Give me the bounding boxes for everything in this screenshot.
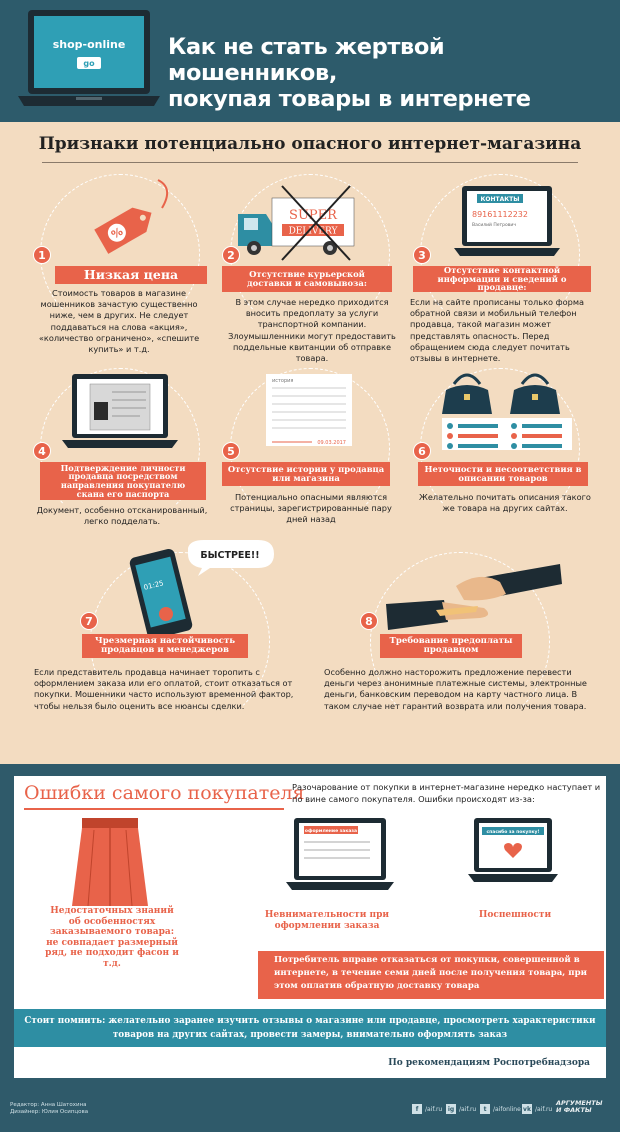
order-title: оформление заказа (304, 829, 358, 834)
card-desc: Потенциально опасными являются страницы, зарегистрированные пару дней назад (230, 492, 392, 525)
vk-icon: vk (523, 1105, 531, 1113)
page-title (168, 34, 618, 112)
laptop-order-icon (284, 816, 396, 894)
mistake-caption: Невнимательности при оформлении заказа (264, 910, 390, 931)
mistakes-title: Ошибки самого покупателя (24, 782, 305, 804)
social-handle: /aif.ru (459, 1105, 477, 1113)
social-handle: /aif.ru (425, 1105, 443, 1113)
contacts-title: КОНТАКТЫ (480, 196, 520, 203)
social-facebook[interactable] (412, 1104, 442, 1114)
thanks-title: спасибо за покупку! (486, 830, 540, 835)
social-vk[interactable] (522, 1104, 552, 1114)
twitter-icon: t (480, 1104, 490, 1114)
section-subtitle: Признаки потенциально опасного интернет-магазина (38, 134, 582, 154)
card-label: Чрезмерная настойчивость продавцов и менеджеров (82, 634, 248, 658)
laptop-go: go (83, 59, 95, 68)
history-document-icon (262, 370, 358, 450)
note-box: Потребитель вправе отказаться от покупки, совершенной в интернете, в течение семи дней после получения товара, при этом оплатив обратную доставку товара (258, 951, 604, 999)
facebook-icon: f (412, 1104, 422, 1114)
mistakes-section (14, 776, 606, 1078)
social-twitter[interactable] (480, 1104, 521, 1114)
mistakes-title-underline (24, 808, 284, 810)
card-label: Отсутствие курьерской доставки и самовывоза: (222, 266, 392, 292)
laptop-contacts-icon (452, 184, 562, 260)
card-number: 7 (80, 612, 98, 630)
card-number: 4 (33, 442, 51, 460)
instagram-icon: ig (447, 1105, 455, 1113)
mistake-caption: Недостаточных знаний об особенностях заказываемого товара: не совпадает размерный ряд, не подходит фасон и т.д. (45, 906, 179, 969)
credits (10, 1102, 88, 1116)
reminder-box: Стоит помнить: желательно заранее изучить отзывы о магазине или продавце, просмотреть характеристики товаров на других сайтах, провести замеры, внимательно оформлять заказ (14, 1009, 606, 1047)
designer-credit: Дизайнер: Юлия Осипцова (10, 1109, 89, 1115)
source-note: По рекомендациям Роспотребнадзора (388, 1058, 590, 1068)
mistake-caption: Поспешности (478, 910, 552, 920)
contacts-person: Василий Петрович (472, 223, 517, 228)
laptop-thanks-icon (466, 816, 560, 886)
section-gap (0, 764, 620, 776)
price-tag-icon (78, 174, 178, 254)
laptop-passport-icon (60, 372, 180, 452)
brand-logo (556, 1100, 602, 1114)
handbags-icon (440, 370, 580, 456)
card-desc: Стоимость товаров в магазине мошенников зачастую существенно ниже, чем в других. Не следует поддаваться на слова «акция», «количество ограничено», «спешите купить» и т.д. (38, 288, 200, 355)
skirt-icon (70, 816, 150, 908)
doc-date: 09.03.2017 (317, 440, 346, 446)
card-label: Отсутствие истории у продавца или магазина (222, 462, 390, 486)
phone-time: 01:25 (142, 579, 165, 592)
card-desc: Если представитель продавца начинает торопить с оформлением заказа или его оплатой, стоит отказаться от покупки. Мошенники часто используют временной фактор, чтобы нельзя было оценить все нюансы сделки. (34, 667, 294, 711)
hurry-bubble: БЫСТРЕЕ!! (200, 550, 260, 561)
card-number: 6 (413, 442, 431, 460)
header (0, 0, 620, 122)
brand-line-2: И ФАКТЫ (556, 1106, 592, 1114)
card-number: 2 (222, 246, 240, 264)
card-desc: Документ, особенно отсканированный, легко подделать. (36, 505, 208, 527)
editor-credit: Редактор: Анна Шатохина (10, 1102, 87, 1108)
phone-hurry-icon (118, 540, 288, 648)
card-label: Требование предоплаты продавцом (380, 634, 522, 658)
tag-percent: % (109, 224, 126, 242)
mistakes-intro: Разочарование от покупки в интернет-магазине нередко наступает и по вине самого покупателя. Ошибки происходят из-за: (292, 782, 601, 804)
card-desc: В этом случае нередко приходится вносить предоплату за услуги транспортной компании. Злоумышленники могут предоставить поддельные квитанции об отправке товара. (228, 297, 396, 364)
card-label: Подтверждение личности продавца посредством направления покупателю скана его паспорта (40, 462, 206, 500)
footer (0, 1088, 620, 1132)
social-instagram[interactable] (446, 1104, 476, 1114)
card-number: 8 (360, 612, 378, 630)
card-desc: Если на сайте прописаны только форма обратной связи и мобильный телефон продавца, такой магазин может представлять опасность. Перед обращением сюда следует почитать отзывы в интернете. (410, 297, 585, 364)
card-desc: Особенно должно насторожить предложение перевести деньги через анонимные платежные системы, электронные деньги, банковским переводом на карту частного лица. В таком случае нет гарантий возврата или получения товара. (324, 667, 587, 711)
truck-text-2: DELIVERY (288, 226, 338, 237)
truck-text-1: SUPER (289, 208, 337, 223)
social-handle: /aifonline (493, 1105, 521, 1113)
card-label: Отсутствие контактной информации и сведений о продавце: (413, 266, 591, 292)
title-line-1: Как не стать жертвой мошенников, (168, 34, 445, 86)
contacts-phone: 89161112232 (472, 210, 528, 219)
card-label: Низкая цена (55, 266, 207, 284)
laptop-illustration (14, 8, 164, 120)
card-number: 1 (33, 246, 51, 264)
subtitle-underline (42, 162, 578, 163)
signs-section (0, 122, 620, 764)
card-number: 3 (413, 246, 431, 264)
card-number: 5 (222, 442, 240, 460)
delivery-truck-icon (232, 184, 362, 262)
card-desc: Желательно почитать описания такого же товара на других сайтах. (419, 492, 591, 514)
social-handle: /aif.ru (535, 1105, 553, 1113)
laptop-text: shop-online (52, 38, 126, 51)
card-label: Неточности и несоответствия в описании товаров (418, 462, 588, 486)
doc-title: история (272, 378, 294, 384)
title-line-2: покупая товары в интернете (168, 86, 531, 112)
brand-line-1: АРГУМЕНТЫ (556, 1099, 603, 1107)
